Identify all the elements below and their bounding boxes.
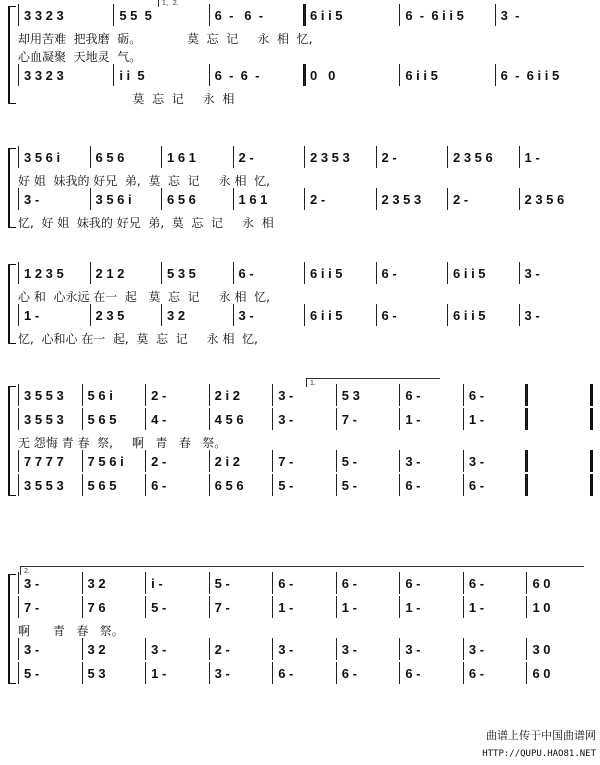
notation-line	[0, 146, 600, 170]
measure-notes: 3 -	[24, 642, 40, 657]
bar-line	[495, 64, 496, 86]
bar-line	[336, 384, 337, 406]
measure-notes: 3 5 5 3	[24, 412, 64, 427]
volta-bracket: 2.	[20, 566, 584, 575]
measure-notes: 2 -	[453, 192, 469, 207]
measure-notes: 6 -	[468, 388, 485, 403]
measure-notes: 3 2	[87, 642, 106, 657]
bar-line	[336, 450, 337, 472]
repeat-barline	[586, 474, 593, 496]
bar-line	[519, 188, 520, 210]
measure-notes: 7 7 7 7	[24, 454, 64, 469]
bar-line	[90, 146, 91, 168]
measure-notes: 7 -	[214, 600, 230, 615]
bar-line	[399, 384, 400, 406]
bar-line	[399, 450, 400, 472]
measure-notes: 1 -	[468, 600, 485, 615]
notation-line	[0, 4, 600, 28]
measure-notes: 3 5 6 i	[95, 192, 132, 207]
bar-line	[233, 262, 234, 284]
bar-line	[526, 638, 527, 660]
bar-line	[463, 638, 464, 660]
measure-notes: 0 0	[310, 68, 336, 83]
measure-notes: 6 - 6 -	[214, 68, 260, 83]
measure-notes: 6 -	[405, 478, 421, 493]
watermark-url: HTTP://QUPU.HAO81.NET	[482, 749, 596, 759]
bar-line	[272, 408, 273, 430]
measure-notes: 6 -	[278, 576, 294, 591]
measure-notes: 5 3	[87, 666, 106, 681]
volta-bracket: 1、2.	[158, 0, 292, 7]
notation-line	[0, 304, 600, 328]
bar-line	[209, 408, 210, 430]
measure-notes: 5 6 5	[87, 412, 117, 427]
notation-line	[0, 188, 600, 212]
bar-line	[336, 662, 337, 684]
bar-line	[526, 384, 527, 406]
measure-notes: 2 -	[151, 388, 167, 403]
measure-notes: 3 -	[341, 642, 357, 657]
measure-notes: 2 3 5 3	[310, 150, 350, 165]
score-system	[0, 0, 600, 106]
bar-line	[463, 384, 464, 406]
lyric-line: 心血凝聚 天地灵 气。	[18, 50, 142, 64]
bar-line	[209, 450, 210, 472]
bar-line	[272, 384, 273, 406]
measure-notes: 2 3 5 6	[453, 150, 493, 165]
measure-notes: 3 5 5 3	[24, 478, 64, 493]
measure-notes: 2 -	[214, 642, 230, 657]
measure-notes: 6 5 6	[214, 478, 244, 493]
bar-line	[18, 474, 19, 496]
measure-notes: 3 3 2 3	[24, 8, 64, 23]
bar-line	[526, 408, 527, 430]
bar-line	[495, 4, 496, 26]
bar-line	[145, 662, 146, 684]
measure-notes: 6 -	[341, 576, 357, 591]
measure-notes: 6 5 6	[95, 150, 125, 165]
measure-notes: 3 -	[278, 388, 294, 403]
bar-line	[272, 450, 273, 472]
bar-line	[82, 474, 83, 496]
measure-notes: 5 -	[24, 666, 40, 681]
bar-line	[304, 64, 305, 86]
bar-line	[272, 572, 273, 594]
measure-notes: 4 -	[151, 412, 167, 427]
measure-notes: 5 -	[278, 478, 294, 493]
bar-line	[463, 596, 464, 618]
measure-notes: 3 -	[500, 8, 520, 23]
bar-line	[18, 408, 19, 430]
bar-line	[82, 596, 83, 618]
bar-line	[209, 474, 210, 496]
bar-line	[399, 662, 400, 684]
bar-line	[272, 474, 273, 496]
bar-line	[336, 596, 337, 618]
measure-notes: 7 -	[341, 412, 357, 427]
bar-line	[447, 304, 448, 326]
bar-line	[209, 64, 210, 86]
measure-notes: 3 -	[468, 642, 485, 657]
measure-notes: i -	[151, 576, 163, 591]
measure-notes: 3 -	[214, 666, 230, 681]
measure-notes: 5 -	[214, 576, 230, 591]
measure-notes: 6 -	[151, 478, 167, 493]
measure-notes: 3 -	[405, 642, 421, 657]
measure-notes: 6 -	[405, 666, 421, 681]
bar-line	[161, 262, 162, 284]
measure-notes: 6 -	[468, 666, 485, 681]
bar-line	[209, 596, 210, 618]
bar-line	[145, 572, 146, 594]
measure-notes: 6 -	[468, 576, 485, 591]
bar-line	[161, 146, 162, 168]
measure-notes: 3 5 5 3	[24, 388, 64, 403]
bar-line	[526, 474, 527, 496]
bar-line	[161, 188, 162, 210]
bar-line	[209, 572, 210, 594]
bar-line	[145, 638, 146, 660]
measure-notes: 2 3 5	[95, 308, 125, 323]
measure-notes: 5 -	[341, 454, 357, 469]
measure-notes: 6 - 6 -	[214, 8, 264, 23]
bar-line	[336, 572, 337, 594]
measure-notes: 1 6 1	[167, 150, 196, 165]
bar-line	[304, 262, 305, 284]
measure-notes: 6 0	[532, 666, 551, 681]
notation-line	[0, 408, 600, 432]
bar-line	[336, 408, 337, 430]
bar-line	[145, 450, 146, 472]
measure-notes: 5 -	[151, 600, 167, 615]
score-system	[0, 380, 600, 498]
measure-notes: 7 6	[87, 600, 106, 615]
notation-line	[0, 64, 600, 88]
bar-line	[113, 64, 114, 86]
bar-line	[18, 188, 19, 210]
bar-line	[376, 304, 377, 326]
notation-line	[0, 638, 600, 662]
measure-notes: 4 5 6	[214, 412, 244, 427]
bar-line	[447, 188, 448, 210]
bar-line	[233, 304, 234, 326]
measure-notes: 5 -	[341, 478, 357, 493]
bar-line	[209, 4, 210, 26]
bar-line	[399, 4, 400, 26]
measure-notes: 6 -	[381, 266, 397, 281]
measure-notes: 3 3 2 3	[24, 68, 64, 83]
bar-line	[18, 596, 19, 618]
measure-notes: 6 -	[278, 666, 294, 681]
bar-line	[18, 662, 19, 684]
measure-notes: 6 -	[468, 478, 485, 493]
score-system	[0, 146, 600, 230]
measure-notes: 6 - 6 i i 5	[405, 8, 464, 23]
bar-line	[399, 596, 400, 618]
bar-line	[304, 146, 305, 168]
bar-line	[161, 304, 162, 326]
lyric-line: 无 怨悔 青 春 祭, 啊 青 春 祭。	[18, 436, 227, 450]
bar-line	[145, 384, 146, 406]
measure-notes: 5 3 5	[167, 266, 196, 281]
measure-notes: 6 i i 5	[310, 308, 343, 323]
measure-notes: 6 i i 5	[310, 266, 343, 281]
bar-line	[18, 4, 19, 26]
bar-line	[82, 662, 83, 684]
measure-notes: 5 6 i	[87, 388, 113, 403]
bar-line	[145, 408, 146, 430]
measure-notes: 1 6 1	[238, 192, 268, 207]
bar-line	[304, 4, 305, 26]
bar-line	[90, 304, 91, 326]
bar-line	[18, 638, 19, 660]
measure-notes: 1 0	[532, 600, 551, 615]
measure-notes: 2 i 2	[214, 454, 240, 469]
measure-notes: 6 0	[532, 576, 551, 591]
measure-notes: 6 5 6	[167, 192, 196, 207]
watermark-text: 曲谱上传于中国曲谱网	[486, 729, 596, 742]
bar-line	[209, 638, 210, 660]
measure-notes: 6 -	[405, 576, 421, 591]
measure-notes: 6 i i 5	[453, 266, 486, 281]
bar-line	[399, 64, 400, 86]
lyric-line: 莫 忘 记 永 相	[18, 92, 235, 106]
bar-line	[82, 638, 83, 660]
measure-notes: 1 -	[405, 600, 421, 615]
measure-notes: 3 -	[524, 308, 540, 323]
measure-notes: 1 -	[341, 600, 357, 615]
measure-notes: 6 - 6 i i 5	[500, 68, 560, 83]
bar-line	[399, 474, 400, 496]
bar-line	[399, 638, 400, 660]
lyric-line: 忆, 心和心 在一 起, 莫 忘 记 永 相 忆,	[18, 332, 258, 346]
bar-line	[233, 146, 234, 168]
notation-line	[0, 262, 600, 286]
bar-line	[463, 474, 464, 496]
score-system	[0, 568, 600, 686]
lyric-line: 却用苦难 把我磨 砺。 莫 忘 记 永 相 忆,	[18, 32, 313, 46]
bar-line	[18, 262, 19, 284]
measure-notes: 6 -	[405, 388, 421, 403]
bar-line	[519, 146, 520, 168]
bar-line	[272, 662, 273, 684]
measure-notes: 1 -	[278, 600, 294, 615]
measure-notes: 3 -	[524, 266, 540, 281]
bar-line	[376, 146, 377, 168]
bar-line	[113, 4, 114, 26]
measure-notes: 3 -	[24, 576, 40, 591]
lyric-line: 好 姐 妹我的 好兄 弟, 莫 忘 记 永 相 忆,	[18, 174, 270, 188]
bar-line	[463, 572, 464, 594]
measure-notes: 1 -	[524, 150, 540, 165]
bar-line	[272, 638, 273, 660]
bar-line	[463, 662, 464, 684]
bar-line	[82, 408, 83, 430]
bar-line	[399, 572, 400, 594]
bar-line	[463, 408, 464, 430]
bar-line	[304, 304, 305, 326]
bar-line	[145, 596, 146, 618]
repeat-barline	[586, 450, 593, 472]
measure-notes: 2 i 2	[214, 388, 240, 403]
bar-line	[145, 474, 146, 496]
bar-line	[336, 638, 337, 660]
notation-line	[0, 662, 600, 686]
measure-notes: 2 3 5 3	[381, 192, 422, 207]
measure-notes: 2 3 5 6	[524, 192, 565, 207]
bar-line	[90, 262, 91, 284]
measure-notes: 3 2	[87, 576, 106, 591]
bar-line	[526, 662, 527, 684]
bar-line	[447, 146, 448, 168]
measure-notes: 7 5 6 i	[87, 454, 124, 469]
bar-line	[447, 262, 448, 284]
bar-line	[336, 474, 337, 496]
lyric-line: 忆, 好 姐 妹我的 好兄 弟, 莫 忘 记 永 相	[18, 216, 274, 230]
notation-line	[0, 596, 600, 620]
measure-notes: 1 2 3 5	[24, 266, 64, 281]
measure-notes: 6 -	[381, 308, 397, 323]
measure-notes: 7 -	[278, 454, 294, 469]
bar-line	[376, 262, 377, 284]
measure-notes: 6 i i 5	[310, 8, 343, 23]
measure-notes: 3 5 6 i	[24, 150, 61, 165]
bar-line	[90, 188, 91, 210]
measure-notes: 1 -	[468, 412, 485, 427]
bar-line	[82, 384, 83, 406]
measure-notes: 3 -	[278, 412, 294, 427]
measure-notes: 2 -	[238, 150, 254, 165]
measure-notes: 1 -	[405, 412, 421, 427]
bar-line	[272, 596, 273, 618]
measure-notes: 3 -	[238, 308, 254, 323]
notation-line	[0, 572, 600, 596]
bar-line	[526, 572, 527, 594]
measure-notes: 3 -	[405, 454, 421, 469]
bar-line	[519, 304, 520, 326]
measure-notes: 2 -	[381, 150, 397, 165]
lyric-line: 心 和 心永远 在一 起 莫 忘 记 永 相 忆,	[18, 290, 270, 304]
measure-notes: 6 i i 5	[405, 68, 438, 83]
measure-notes: 1 -	[24, 308, 40, 323]
measure-notes: 5 6 5	[87, 478, 117, 493]
measure-notes: 3 -	[24, 192, 40, 207]
bar-line	[519, 262, 520, 284]
measure-notes: 3 2	[167, 308, 186, 323]
bar-line	[18, 572, 19, 594]
bar-line	[463, 450, 464, 472]
bar-line	[526, 450, 527, 472]
volta-bracket: 1.	[306, 378, 440, 387]
measure-notes: 5 3	[341, 388, 360, 403]
measure-notes: 3 -	[151, 642, 167, 657]
bar-line	[82, 572, 83, 594]
bar-line	[18, 146, 19, 168]
measure-notes: 5 5 5	[119, 8, 152, 23]
notation-line	[0, 450, 600, 474]
bar-line	[18, 64, 19, 86]
bar-line	[82, 450, 83, 472]
bar-line	[526, 596, 527, 618]
bar-line	[399, 408, 400, 430]
measure-notes: 2 1 2	[95, 266, 125, 281]
bar-line	[233, 188, 234, 210]
measure-notes: 1 -	[151, 666, 167, 681]
bar-line	[18, 304, 19, 326]
repeat-barline	[586, 384, 593, 406]
notation-line	[0, 474, 600, 498]
bar-line	[304, 188, 305, 210]
notation-line	[0, 384, 600, 408]
bar-line	[209, 384, 210, 406]
measure-notes: 3 -	[278, 642, 294, 657]
measure-notes: i i 5	[119, 68, 145, 83]
measure-notes: 2 -	[151, 454, 167, 469]
measure-notes: 6 -	[238, 266, 254, 281]
measure-notes: 3 0	[532, 642, 551, 657]
measure-notes: 6 -	[341, 666, 357, 681]
bar-line	[18, 450, 19, 472]
bar-line	[376, 188, 377, 210]
measure-notes: 2 -	[310, 192, 326, 207]
measure-notes: 3 -	[468, 454, 485, 469]
bar-line	[209, 662, 210, 684]
repeat-barline	[586, 408, 593, 430]
measure-notes: 7 -	[24, 600, 40, 615]
lyric-line: 啊 青 春 祭。	[18, 624, 124, 638]
bar-line	[18, 384, 19, 406]
measure-notes: 6 i i 5	[453, 308, 486, 323]
score-system	[0, 262, 600, 346]
